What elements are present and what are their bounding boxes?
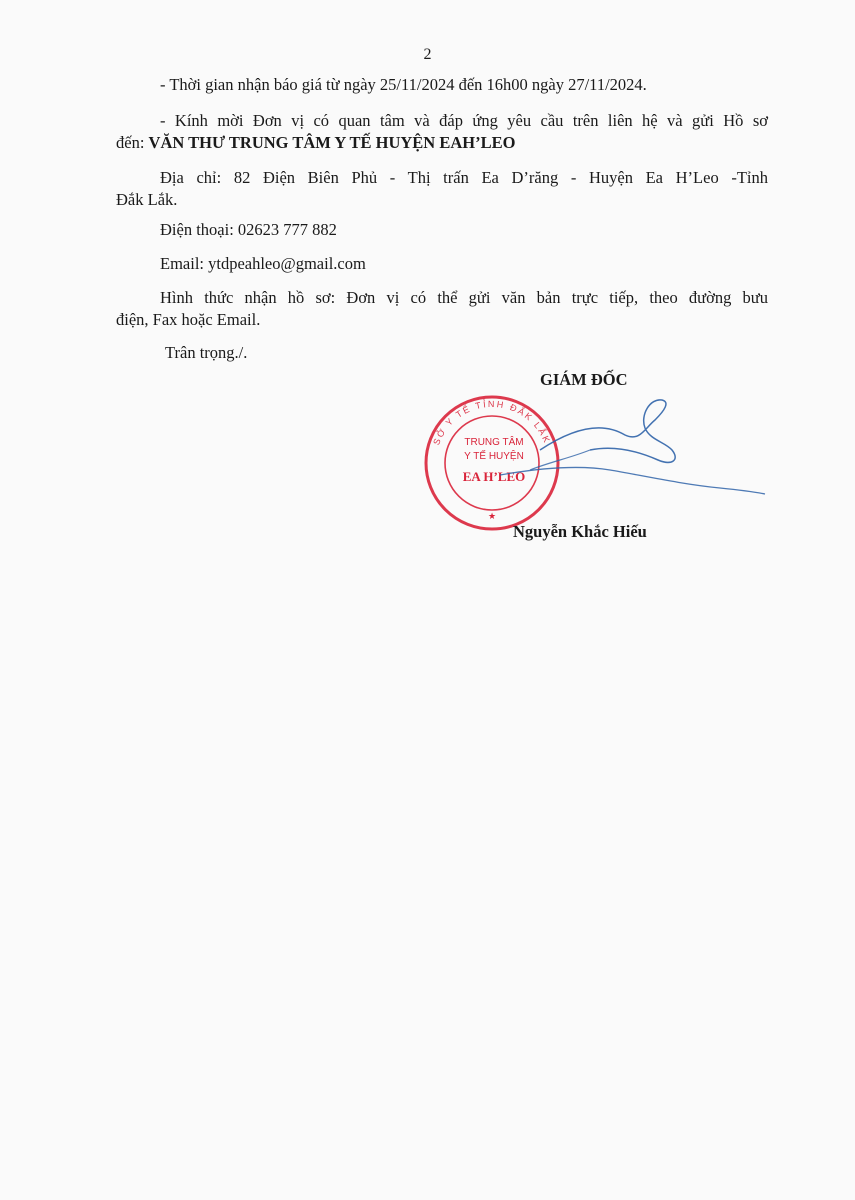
submission-line-2: điện, Fax hoặc Email.: [116, 310, 261, 329]
closing-line: Trân trọng./.: [165, 343, 248, 362]
phone-line: Điện thoại: 02623 777 882: [160, 220, 337, 239]
seal-line-3: EA H’LEO: [462, 469, 526, 484]
quote-time-paragraph: - Thời gian nhận báo giá từ ngày 25/11/2024 đến 16h00 ngày 27/11/2024.: [160, 75, 647, 94]
address-line-1: Địa chỉ: 82 Điện Biên Phủ - Thị trấn Ea D’răng - Huyện Ea H’Leo -Tỉnh: [160, 168, 768, 187]
email-line: Email: ytdpeahleo@gmail.com: [160, 254, 366, 273]
seal-star-icon: ★: [487, 511, 497, 521]
signatory-name: Nguyễn Khắc Hiếu: [513, 522, 647, 541]
seal-line-2: Y TẾ HUYỆN: [464, 451, 524, 462]
seal-ring-text: SỞ Y TẾ TỈNH ĐẮK LẮK: [431, 398, 553, 447]
invitation-line-2: [116, 133, 515, 153]
handwritten-signature: [440, 380, 770, 520]
submission-line-1: Hình thức nhận hồ sơ: Đơn vị có thể gửi văn bản trực tiếp, theo đường bưu: [160, 288, 768, 307]
invitation-prefix: đến:: [116, 133, 149, 152]
recipient-name: VĂN THƯ TRUNG TÂM Y TẾ HUYỆN EAH’LEO: [148, 133, 516, 152]
signature-title: GIÁM ĐỐC: [540, 370, 628, 389]
seal-line-1: TRUNG TÂM: [464, 437, 524, 448]
address-line-2: Đắk Lắk.: [116, 190, 178, 209]
page-number: 2: [423, 46, 432, 63]
invitation-line-1: - Kính mời Đơn vị có quan tâm và đáp ứng yêu cầu trên liên hệ và gửi Hồ sơ: [160, 111, 768, 130]
